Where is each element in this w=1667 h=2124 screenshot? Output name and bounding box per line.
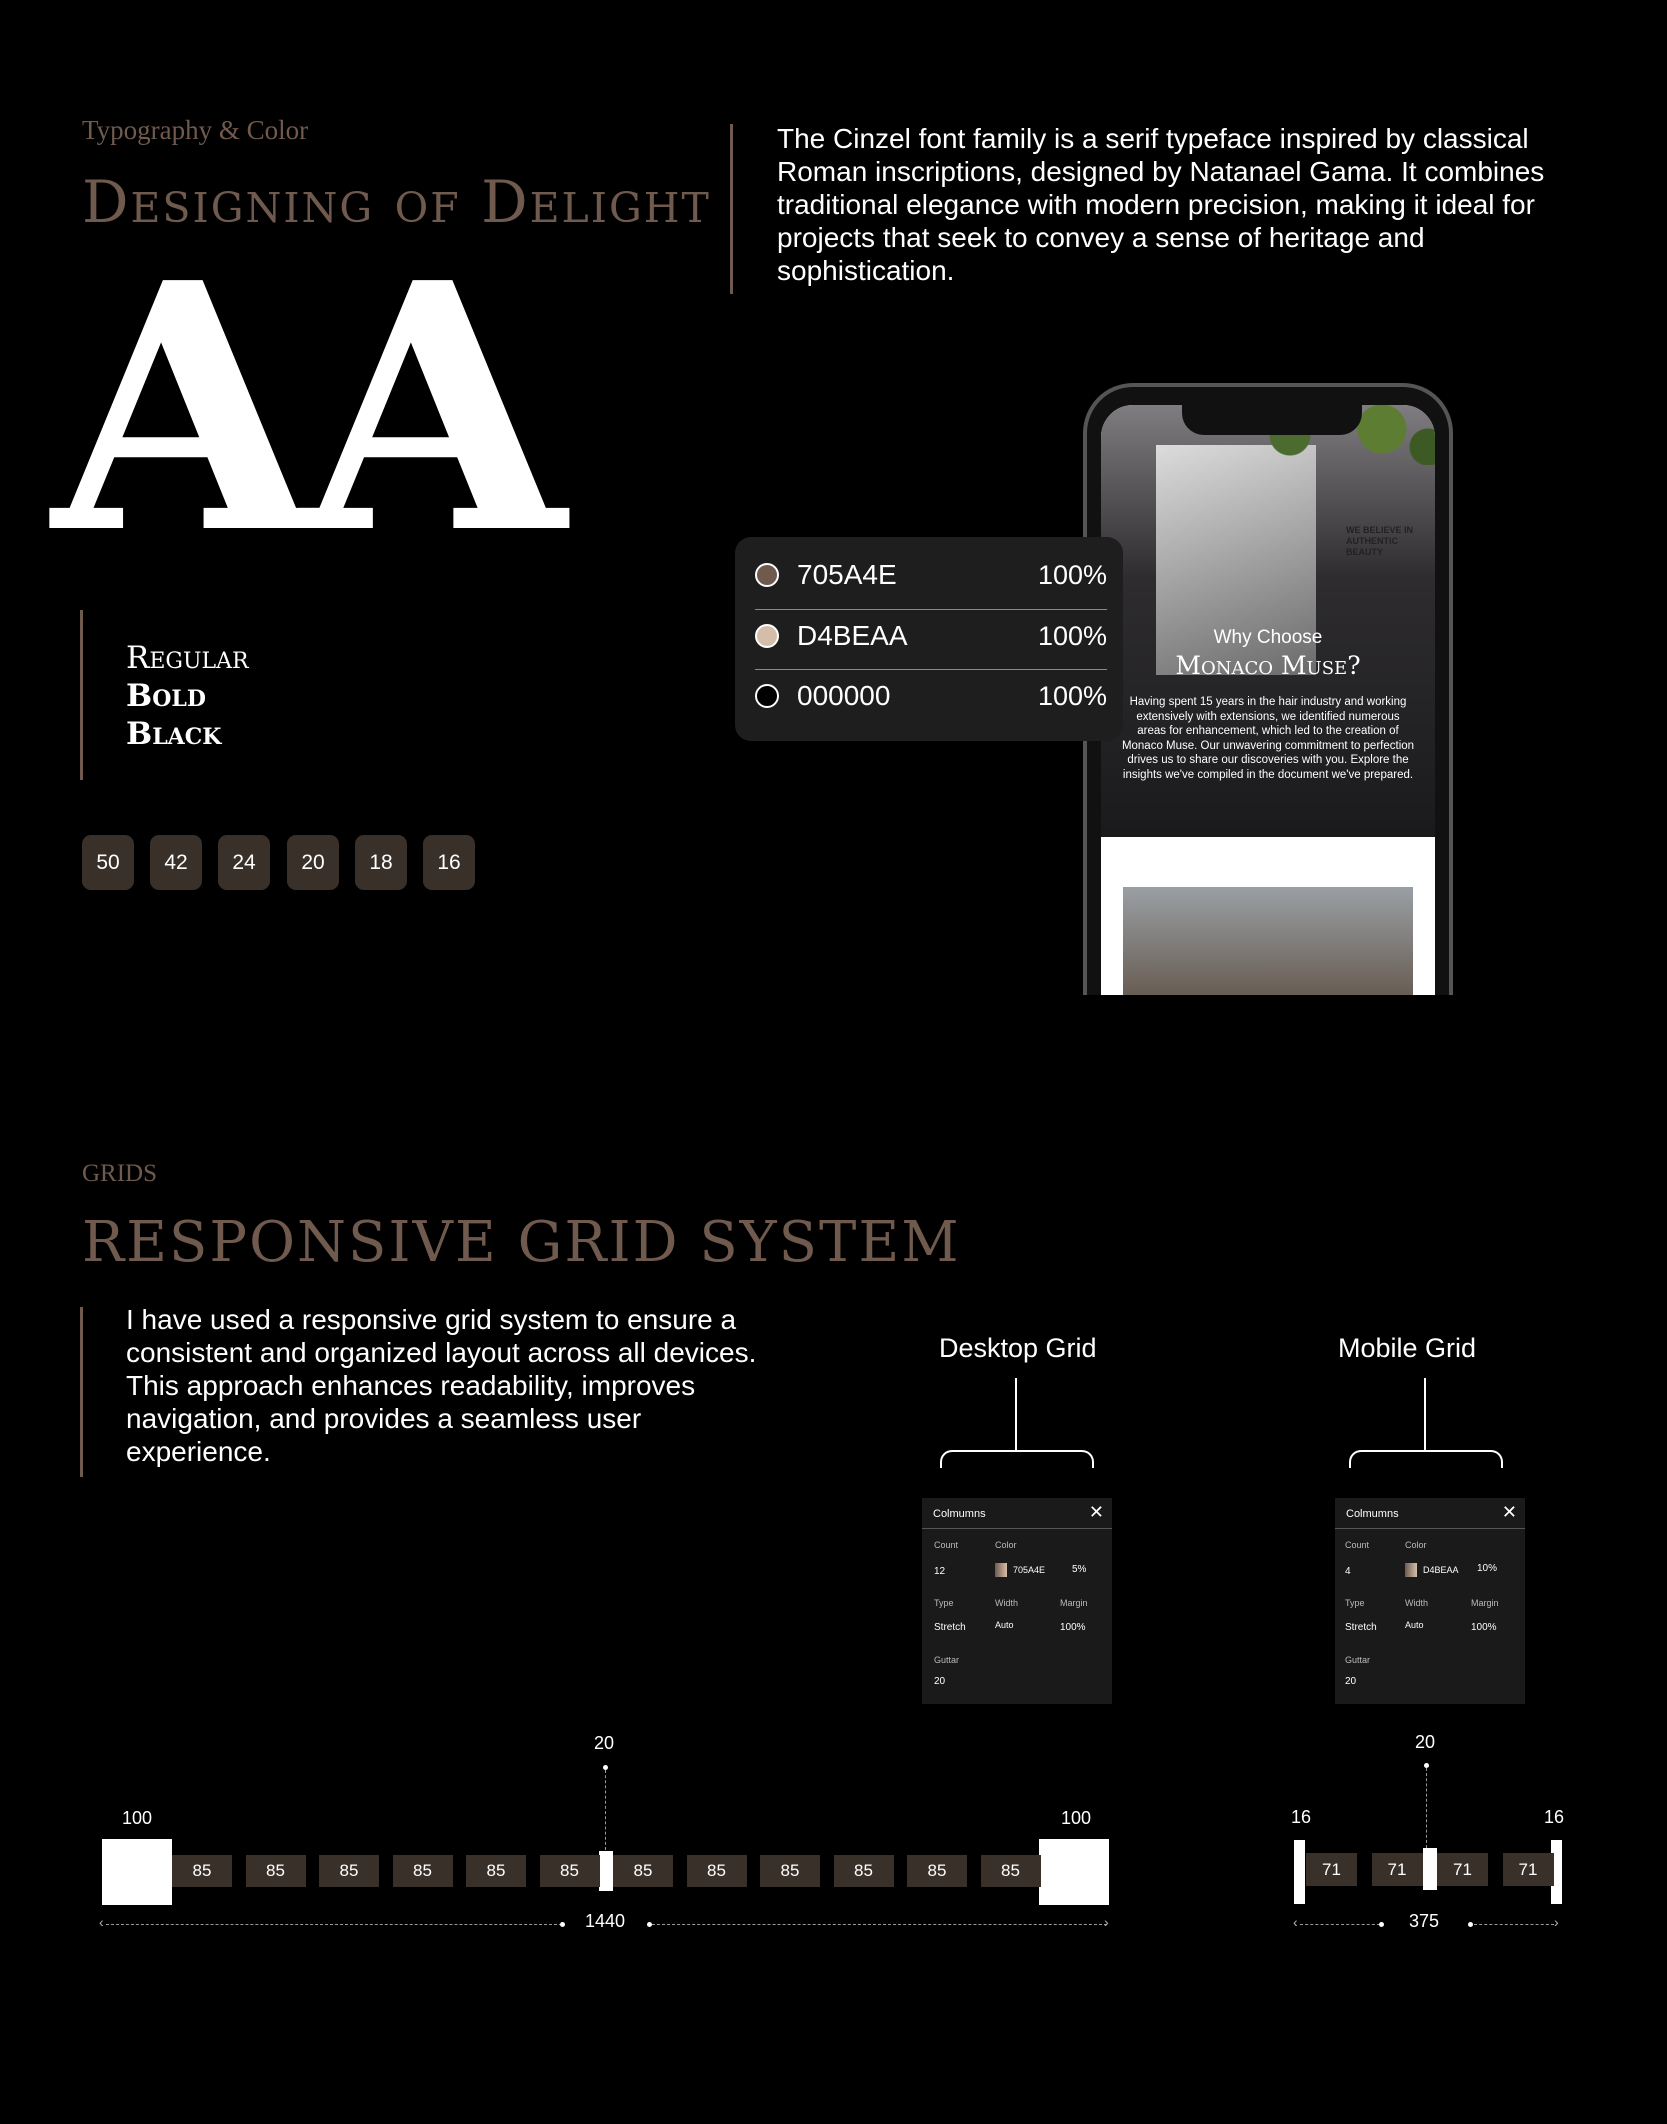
grid-column: 85 — [466, 1855, 526, 1887]
color-opacity-value[interactable]: 5% — [1072, 1564, 1087, 1575]
grid-column: 85 — [540, 1855, 600, 1887]
grids-headline: RESPONSIVE GRID SYSTEM — [82, 1210, 961, 1275]
grid-column: 85 — [172, 1855, 232, 1887]
desktop-bracket — [940, 1450, 1094, 1468]
font-size-chip: 50 — [82, 835, 134, 890]
gutter-value[interactable]: 20 — [934, 1676, 946, 1687]
color-dot — [755, 684, 779, 708]
mobile-margin-left-label: 16 — [1291, 1807, 1312, 1827]
typography-description: The Cinzel font family is a serif typeface inspired by classical Roman inscriptions, designed by Natanael Gama. It combines traditional elegance with modern precision, making it ideal for projects that seek to convey a sense of heritage and sophistication. — [777, 123, 1545, 286]
weight-bold: Bold — [126, 678, 206, 714]
width-dot — [560, 1922, 565, 1927]
margin-label: Margin — [1471, 1598, 1499, 1608]
close-icon[interactable]: ✕ — [1501, 1502, 1517, 1522]
margin-label: Margin — [1060, 1598, 1088, 1608]
headline-divider — [730, 124, 733, 294]
panel-divider — [922, 1528, 1112, 1529]
color-swatch[interactable] — [995, 1563, 1007, 1577]
hero-body: Having spent 15 years in the hair industry and working extensively with extensions, we identified numerous areas for enhancement, which led to the creation of Monaco Muse. Our unwavering commitment to perfection drives us to share our discoveries with you. Explore the insights we've compiled in the document we've prepared. — [1121, 696, 1415, 781]
gutter-label: Guttar — [1345, 1655, 1371, 1665]
grid-column: 85 — [981, 1855, 1041, 1887]
phone-notch — [1182, 401, 1362, 435]
grid-column: 71 — [1372, 1853, 1423, 1886]
color-row — [755, 666, 1107, 726]
desktop-gutter-highlight — [599, 1851, 613, 1891]
grid-column: 85 — [760, 1855, 820, 1887]
font-specimen: AA — [52, 210, 552, 609]
panel-title: Colmumns — [1346, 1508, 1399, 1520]
grid-column: 71 — [1306, 1853, 1357, 1886]
mobile-total-width: 375 — [1409, 1911, 1440, 1931]
color-opacity: 100% — [1037, 620, 1107, 651]
mobile-margin-left — [1294, 1840, 1305, 1904]
typography-eyebrow: Typography & Color — [82, 115, 309, 145]
grid-column: 85 — [319, 1855, 379, 1887]
type-label: Type — [1345, 1598, 1365, 1608]
mobile-bracket-stem — [1424, 1378, 1426, 1450]
color-swatch-card — [735, 537, 1123, 741]
weight-regular: Regular — [126, 640, 249, 676]
type-label: Type — [934, 1598, 954, 1608]
desktop-gutter-label: 20 — [594, 1733, 615, 1753]
color-row — [755, 545, 1107, 605]
mobile-width-line-left — [1300, 1924, 1380, 1925]
weight-black: Black — [126, 716, 222, 752]
count-label: Count — [934, 1540, 959, 1550]
color-row — [755, 606, 1107, 666]
font-size-chip: 18 — [355, 835, 407, 890]
width-value[interactable]: Auto — [1405, 1620, 1424, 1630]
grid-column: 85 — [613, 1855, 673, 1887]
grids-divider — [80, 1307, 83, 1477]
mobile-columns-panel — [1335, 1498, 1525, 1704]
desktop-width-line-left — [106, 1924, 562, 1925]
desktop-margin-right-label: 100 — [1061, 1808, 1092, 1828]
hero-section — [1101, 405, 1435, 837]
arrow-right-icon: › — [1104, 1914, 1109, 1930]
color-hex: 000000 — [797, 680, 891, 711]
mobile-gutter-highlight — [1423, 1848, 1437, 1890]
mobile-bracket — [1349, 1450, 1503, 1468]
color-opacity: 100% — [1037, 559, 1107, 590]
phone-screen — [1101, 405, 1435, 995]
mobile-width-line-right — [1474, 1924, 1554, 1925]
desktop-columns-panel — [922, 1498, 1112, 1704]
font-size-chip: 42 — [150, 835, 202, 890]
arrow-right-icon: › — [1554, 1914, 1559, 1930]
desktop-grid-title: Desktop Grid — [939, 1333, 1097, 1363]
count-value[interactable]: 4 — [1345, 1566, 1351, 1577]
grid-column: 85 — [393, 1855, 453, 1887]
width-label: Width — [1405, 1598, 1429, 1608]
gutter-marker-line — [605, 1770, 606, 1850]
width-value[interactable]: Auto — [995, 1620, 1014, 1630]
panel-divider — [1335, 1528, 1525, 1529]
font-size-chip: 24 — [218, 835, 270, 890]
grid-column: 85 — [834, 1855, 894, 1887]
color-value[interactable]: 705A4E — [1013, 1565, 1046, 1575]
gutter-marker-line — [1426, 1768, 1427, 1848]
grids-eyebrow: GRIDS — [82, 1160, 158, 1187]
mobile-grid-title: Mobile Grid — [1338, 1333, 1477, 1363]
salon-photo — [1123, 887, 1413, 995]
margin-value[interactable]: 100% — [1060, 1622, 1086, 1633]
color-value[interactable]: D4BEAA — [1423, 1565, 1459, 1575]
grid-column: 71 — [1437, 1853, 1488, 1886]
desktop-margin-right — [1039, 1839, 1109, 1905]
gutter-label: Guttar — [934, 1655, 960, 1665]
color-opacity-value[interactable]: 10% — [1477, 1563, 1498, 1574]
type-value[interactable]: Stretch — [934, 1622, 966, 1633]
count-label: Count — [1345, 1540, 1370, 1550]
typography-headline: Designing of Delight — [82, 168, 711, 236]
arrow-left-icon: ‹ — [1293, 1914, 1298, 1930]
close-icon[interactable]: ✕ — [1088, 1502, 1104, 1522]
type-value[interactable]: Stretch — [1345, 1622, 1377, 1633]
desktop-width-line-right — [652, 1924, 1107, 1925]
gutter-value[interactable]: 20 — [1345, 1676, 1357, 1687]
color-hex: D4BEAA — [797, 620, 908, 651]
arrow-left-icon: ‹ — [99, 1914, 104, 1930]
color-opacity: 100% — [1037, 680, 1107, 711]
hero-line-2: Monaco Muse? — [1175, 651, 1361, 680]
color-hex: 705A4E — [797, 559, 897, 590]
panel-title: Colmumns — [933, 1508, 986, 1520]
desktop-bracket-stem — [1015, 1378, 1017, 1450]
grid-column: 71 — [1503, 1853, 1554, 1886]
grid-column: 85 — [246, 1855, 306, 1887]
grids-description: I have used a responsive grid system to ensure a consistent and organized layout across all devices. This approach enhances readability, improves navigation, and provides a seamless user experience. — [126, 1304, 757, 1467]
width-label: Width — [995, 1598, 1019, 1608]
grid-column: 85 — [687, 1855, 747, 1887]
width-dot — [1468, 1922, 1473, 1927]
desktop-margin-left-label: 100 — [122, 1808, 153, 1828]
count-value[interactable]: 12 — [934, 1566, 946, 1577]
desktop-margin-left — [102, 1839, 172, 1905]
mobile-margin-right-label: 16 — [1544, 1807, 1565, 1827]
desktop-total-width: 1440 — [585, 1911, 626, 1931]
margin-value[interactable]: 100% — [1471, 1622, 1497, 1633]
phone-mockup — [1083, 383, 1453, 995]
font-size-chip: 16 — [423, 835, 475, 890]
color-dot — [755, 624, 779, 648]
color-swatch[interactable] — [1405, 1563, 1417, 1577]
wall-sign: WE BELIEVE IN AUTHENTIC BEAUTY — [1346, 525, 1414, 557]
color-dot — [755, 563, 779, 587]
color-label: Color — [1405, 1540, 1427, 1550]
mobile-gutter-label: 20 — [1415, 1732, 1436, 1752]
width-dot — [1379, 1922, 1384, 1927]
weights-divider — [80, 610, 83, 780]
grid-column: 85 — [907, 1855, 967, 1887]
color-label: Color — [995, 1540, 1017, 1550]
hero-line-1: Why Choose — [1213, 627, 1323, 648]
font-size-chip: 20 — [287, 835, 339, 890]
